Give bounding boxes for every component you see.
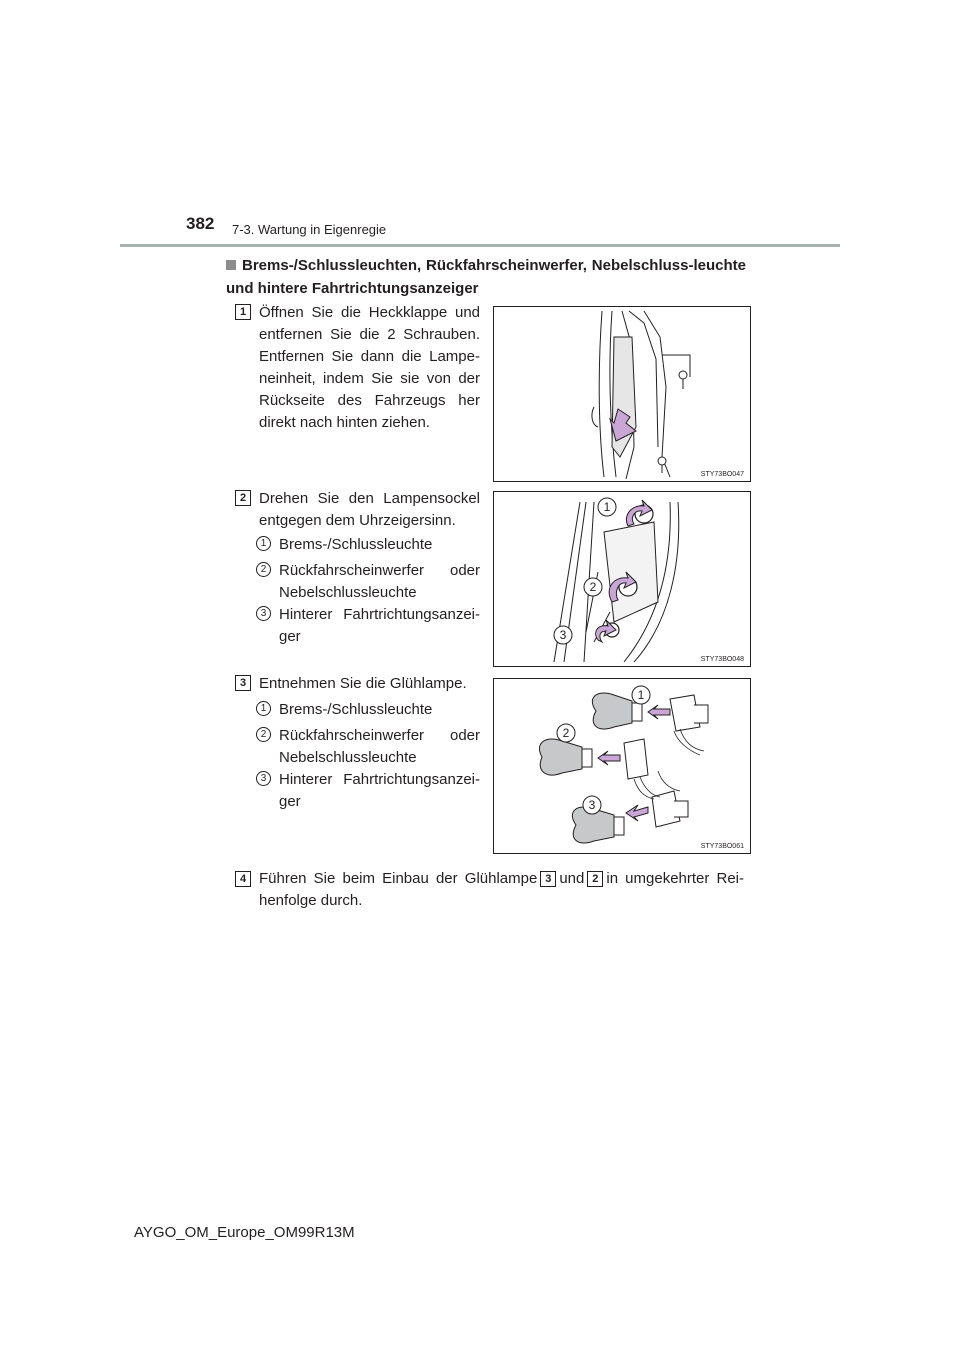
callout-3: 3 <box>588 798 596 812</box>
step-2-item-3: Hinterer Fahrtrichtungsanzei-ger <box>279 606 480 645</box>
step-2-text: Drehen Sie den Lampensockel entgegen dem Uhrzeigersinn. <box>259 490 480 529</box>
figure-3 <box>493 678 751 854</box>
inline-step-ref-3: 3 <box>540 871 556 887</box>
callout-1: 1 <box>637 688 645 702</box>
step-3-text: Entnehmen Sie die Glühlampe. <box>259 675 467 692</box>
lamp-removal-illustration <box>494 307 750 481</box>
step-4-text <box>259 868 744 912</box>
item-marker: 1 <box>256 536 271 551</box>
item-marker: 3 <box>256 771 271 786</box>
topic-heading <box>226 254 746 300</box>
square-bullet-icon <box>226 260 236 270</box>
step-2-item-2: Rückfahrscheinwerfer oder Nebelschlussleuchte <box>279 562 480 601</box>
step-badge-2: 2 <box>235 490 251 506</box>
callout-2: 2 <box>589 580 597 594</box>
document-code: AYGO_OM_Europe_OM99R13M <box>134 1224 355 1241</box>
figure-2-id: STY73BO048 <box>700 656 744 663</box>
step-4-text-middle: und <box>559 870 585 887</box>
item-marker: 3 <box>256 606 271 621</box>
step-3-item-1: Brems-/Schlussleuchte <box>279 701 433 718</box>
figure-2 <box>493 491 751 667</box>
figure-3-id: STY73BO061 <box>700 843 744 850</box>
step-4-text-before: Führen Sie beim Einbau der Glühlampe <box>259 870 538 887</box>
item-marker: 1 <box>256 701 271 716</box>
callout-3: 3 <box>559 628 567 642</box>
step-2-item-1: Brems-/Schlussleuchte <box>279 536 433 553</box>
item-marker: 2 <box>256 727 271 742</box>
step-4-text-after: in umgekehrter Rei-henfolge durch. <box>259 870 745 909</box>
topic-heading-text: Brems-/Schlussleuchten, Rückfahrscheinwerfer, Nebelschluss-leuchte und hintere Fahrtrichtungsanzeiger <box>226 257 746 297</box>
bulb-removal-illustration <box>494 679 750 853</box>
header-rule <box>120 244 840 247</box>
section-title: 7-3. Wartung in Eigenregie <box>232 222 387 237</box>
callout-2: 2 <box>562 726 570 740</box>
step-3-item-2: Rückfahrscheinwerfer oder Nebelschlussleuchte <box>279 727 480 766</box>
figure-1 <box>493 306 751 482</box>
callout-1: 1 <box>603 500 611 514</box>
step-badge-3: 3 <box>235 675 251 691</box>
page-number: 382 <box>186 214 215 233</box>
inline-step-ref-2: 2 <box>587 871 603 887</box>
figure-1-id: STY73BO047 <box>700 471 744 478</box>
step-badge-4: 4 <box>235 871 251 887</box>
item-marker: 2 <box>256 562 271 577</box>
socket-rotation-illustration <box>494 492 750 666</box>
step-3-item-3: Hinterer Fahrtrichtungsanzei-ger <box>279 771 480 810</box>
step-badge-1: 1 <box>235 304 251 320</box>
step-1-text: Öffnen Sie die Heckklappe und entfernen Sie die 2 Schrauben. Entfernen Sie dann die Lampe-neinheit, indem Sie sie von der Rückseite des Fahrzeugs her direkt nach hinten ziehen. <box>259 304 480 431</box>
